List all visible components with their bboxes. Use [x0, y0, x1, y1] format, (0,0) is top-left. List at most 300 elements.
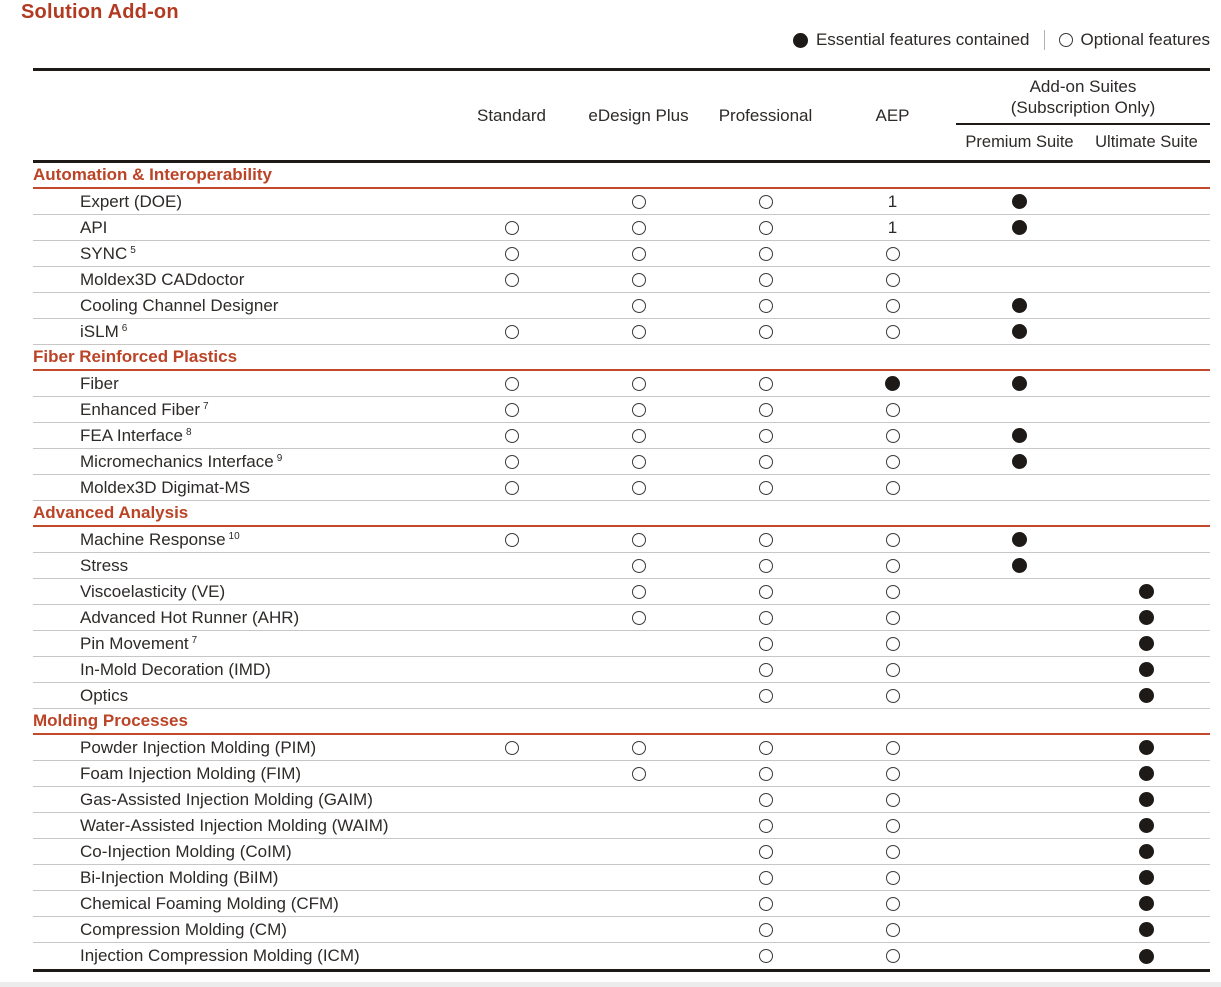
cell-value: 1	[887, 191, 898, 211]
feature-cell	[829, 455, 956, 469]
essential-filled-circle-icon	[1139, 636, 1154, 651]
optional-open-circle-icon	[759, 923, 773, 937]
feature-cell	[1083, 896, 1210, 911]
table-row	[33, 475, 1210, 501]
feature-label	[33, 452, 448, 472]
feature-cell	[575, 299, 702, 313]
header-label-spacer	[33, 71, 448, 160]
feature-cell	[956, 376, 1083, 391]
feature-cell	[702, 585, 829, 599]
table-row	[33, 813, 1210, 839]
section-title: Molding Processes	[33, 711, 188, 730]
optional-open-circle-icon	[632, 481, 646, 495]
optional-open-circle-icon	[886, 845, 900, 859]
legend-divider	[1044, 30, 1045, 50]
feature-name: Gas-Assisted Injection Molding (GAIM)	[80, 789, 373, 809]
feature-cell	[575, 455, 702, 469]
section-title: Automation & Interoperability	[33, 165, 272, 184]
optional-open-circle-icon	[759, 299, 773, 313]
essential-filled-circle-icon	[1139, 740, 1154, 755]
feature-cell	[575, 533, 702, 547]
feature-cell	[575, 559, 702, 573]
feature-cell	[829, 481, 956, 495]
optional-open-circle-icon	[759, 377, 773, 391]
optional-open-circle-icon	[759, 949, 773, 963]
feature-cell	[702, 455, 829, 469]
optional-open-circle-icon	[886, 455, 900, 469]
optional-open-circle-icon	[759, 689, 773, 703]
feature-cell	[702, 533, 829, 547]
feature-cell	[956, 454, 1083, 469]
feature-cell	[702, 195, 829, 209]
table-row	[33, 423, 1210, 449]
optional-open-circle-icon	[632, 533, 646, 547]
feature-cell	[448, 533, 575, 547]
table-row	[33, 787, 1210, 813]
feature-cell	[829, 585, 956, 599]
optional-open-circle-icon	[759, 455, 773, 469]
feature-name: Expert (DOE)	[80, 191, 183, 211]
feature-name: Stress	[80, 555, 129, 575]
feature-cell	[575, 377, 702, 391]
feature-name: Chemical Foaming Molding (CFM)	[80, 893, 339, 913]
feature-name: Pin Movement	[80, 633, 189, 653]
feature-label	[33, 686, 448, 706]
feature-cell	[829, 403, 956, 417]
feature-label	[33, 816, 448, 836]
optional-open-circle-icon	[886, 637, 900, 651]
table-row	[33, 293, 1210, 319]
feature-name: Cooling Channel Designer	[80, 295, 279, 315]
essential-filled-circle-icon	[1139, 766, 1154, 781]
table-row	[33, 397, 1210, 423]
table-row	[33, 215, 1210, 241]
feature-label	[33, 218, 448, 238]
table-row	[33, 189, 1210, 215]
optional-open-circle-icon	[632, 455, 646, 469]
feature-cell	[829, 273, 956, 287]
feature-name: Machine Response	[80, 529, 226, 549]
footnote-marker: 5	[130, 244, 136, 256]
feature-name: Compression Molding (CM)	[80, 919, 287, 939]
optional-open-circle-icon	[632, 741, 646, 755]
feature-cell	[448, 403, 575, 417]
optional-open-circle-icon	[632, 559, 646, 573]
feature-cell	[702, 403, 829, 417]
feature-cell	[448, 221, 575, 235]
legend-essential-label: Essential features contained	[815, 30, 1030, 49]
optional-open-circle-icon	[759, 247, 773, 261]
feature-cell	[829, 845, 956, 859]
feature-name: Foam Injection Molding (FIM)	[80, 763, 302, 783]
feature-label	[33, 608, 448, 628]
feature-cell	[829, 247, 956, 261]
essential-filled-circle-icon	[1012, 220, 1027, 235]
feature-cell	[702, 377, 829, 391]
optional-open-circle-icon	[632, 273, 646, 287]
optional-open-circle-icon	[505, 455, 519, 469]
feature-cell	[956, 220, 1083, 235]
optional-open-circle-icon	[632, 585, 646, 599]
optional-open-circle-icon	[759, 741, 773, 755]
essential-filled-circle-icon	[1139, 688, 1154, 703]
optional-open-circle-icon	[886, 793, 900, 807]
essential-filled-circle-icon	[793, 33, 808, 48]
table-row	[33, 631, 1210, 657]
section-title: Fiber Reinforced Plastics	[33, 347, 238, 366]
essential-filled-circle-icon	[885, 376, 900, 391]
feature-cell	[702, 923, 829, 937]
optional-open-circle-icon	[632, 247, 646, 261]
table-row	[33, 319, 1210, 345]
feature-cell	[956, 324, 1083, 339]
feature-name: SYNC	[80, 243, 128, 263]
feature-cell	[1083, 949, 1210, 964]
optional-open-circle-icon	[505, 403, 519, 417]
optional-open-circle-icon	[505, 741, 519, 755]
feature-cell	[702, 845, 829, 859]
feature-cell	[702, 949, 829, 963]
feature-name: In-Mold Decoration (IMD)	[80, 659, 271, 679]
feature-cell	[448, 247, 575, 261]
feature-name: Viscoelasticity (VE)	[80, 581, 226, 601]
optional-open-circle-icon	[505, 377, 519, 391]
column-header-edesign-plus: eDesign Plus	[588, 105, 689, 125]
feature-cell	[702, 299, 829, 313]
feature-cell	[702, 611, 829, 625]
feature-cell	[575, 403, 702, 417]
feature-cell	[702, 767, 829, 781]
feature-cell	[829, 637, 956, 651]
feature-cell	[702, 897, 829, 911]
feature-cell	[1083, 844, 1210, 859]
feature-cell	[829, 559, 956, 573]
feature-cell	[1083, 818, 1210, 833]
feature-cell	[702, 273, 829, 287]
optional-open-circle-icon	[759, 871, 773, 885]
feature-cell	[829, 793, 956, 807]
feature-cell	[448, 741, 575, 755]
optional-open-circle-icon	[759, 663, 773, 677]
column-header-standard: Standard	[477, 105, 546, 125]
table-row	[33, 917, 1210, 943]
feature-label	[33, 764, 448, 784]
feature-label	[33, 192, 448, 212]
essential-filled-circle-icon	[1139, 610, 1154, 625]
table-row	[33, 605, 1210, 631]
essential-filled-circle-icon	[1012, 454, 1027, 469]
feature-cell	[448, 325, 575, 339]
optional-open-circle-icon	[759, 559, 773, 573]
optional-open-circle-icon	[759, 585, 773, 599]
feature-cell	[1083, 610, 1210, 625]
essential-filled-circle-icon	[1139, 792, 1154, 807]
essential-filled-circle-icon	[1139, 870, 1154, 885]
essential-filled-circle-icon	[1139, 818, 1154, 833]
feature-label	[33, 946, 448, 966]
feature-label	[33, 842, 448, 862]
feature-cell	[829, 218, 956, 238]
essential-filled-circle-icon	[1012, 324, 1027, 339]
subcolumn-header-ultimate-suite: Ultimate Suite	[1095, 133, 1198, 151]
table-row	[33, 735, 1210, 761]
optional-open-circle-icon	[505, 325, 519, 339]
section-header-row	[33, 709, 1210, 735]
optional-open-circle-icon	[505, 481, 519, 495]
feature-cell	[702, 325, 829, 339]
optional-open-circle-icon	[632, 611, 646, 625]
table-row	[33, 865, 1210, 891]
feature-label	[33, 400, 448, 420]
addon-suites-title-line1: Add-on Suites	[1029, 77, 1137, 96]
page-bottom-edge	[0, 982, 1221, 987]
feature-cell	[448, 429, 575, 443]
optional-open-circle-icon	[505, 273, 519, 287]
table-body	[33, 163, 1210, 972]
optional-open-circle-icon	[886, 689, 900, 703]
optional-open-circle-icon	[886, 585, 900, 599]
optional-open-circle-icon	[886, 559, 900, 573]
feature-label	[33, 270, 448, 290]
optional-open-circle-icon	[886, 403, 900, 417]
essential-filled-circle-icon	[1139, 896, 1154, 911]
optional-open-circle-icon	[759, 637, 773, 651]
plan-column-headers	[448, 71, 956, 160]
feature-label	[33, 296, 448, 316]
essential-filled-circle-icon	[1012, 428, 1027, 443]
feature-label	[33, 920, 448, 940]
optional-open-circle-icon	[759, 481, 773, 495]
feature-cell	[575, 273, 702, 287]
feature-name: API	[80, 217, 108, 237]
feature-cell	[1083, 792, 1210, 807]
table-row	[33, 371, 1210, 397]
feature-cell	[956, 298, 1083, 313]
optional-open-circle-icon	[759, 897, 773, 911]
feature-cell	[829, 689, 956, 703]
optional-open-circle-icon	[632, 377, 646, 391]
page-title: Solution Add-on	[21, 1, 179, 23]
column-header-professional: Professional	[718, 105, 813, 125]
feature-cell	[1083, 766, 1210, 781]
feature-name: Enhanced Fiber	[80, 399, 201, 419]
optional-open-circle-icon	[886, 533, 900, 547]
essential-filled-circle-icon	[1012, 532, 1027, 547]
feature-label	[33, 790, 448, 810]
feature-cell	[702, 559, 829, 573]
feature-label	[33, 556, 448, 576]
feature-cell	[702, 637, 829, 651]
table-header	[33, 68, 1210, 163]
feature-name: iSLM	[80, 321, 119, 341]
feature-cell	[829, 949, 956, 963]
feature-cell	[702, 871, 829, 885]
feature-cell	[1083, 922, 1210, 937]
feature-label	[33, 660, 448, 680]
feature-cell	[829, 299, 956, 313]
column-header-aep: AEP	[875, 105, 910, 125]
optional-open-circle-icon	[632, 325, 646, 339]
feature-cell	[956, 532, 1083, 547]
feature-label	[33, 530, 448, 550]
feature-name: Moldex3D CADdoctor	[80, 269, 245, 289]
optional-open-circle-icon	[886, 819, 900, 833]
footnote-marker: 6	[121, 322, 128, 334]
feature-comparison-table	[33, 68, 1210, 972]
table-row	[33, 943, 1210, 969]
optional-open-circle-icon	[505, 247, 519, 261]
optional-open-circle-icon	[632, 221, 646, 235]
feature-cell	[575, 767, 702, 781]
feature-cell	[702, 689, 829, 703]
feature-cell	[1083, 584, 1210, 599]
feature-name: Optics	[80, 685, 129, 705]
optional-open-circle-icon	[759, 819, 773, 833]
optional-open-circle-icon	[886, 481, 900, 495]
feature-cell	[575, 585, 702, 599]
feature-label	[33, 868, 448, 888]
feature-cell	[829, 376, 956, 391]
footnote-marker: 7	[191, 634, 198, 646]
optional-open-circle-icon	[886, 429, 900, 443]
section-header-row	[33, 501, 1210, 527]
feature-name: Advanced Hot Runner (AHR)	[80, 607, 300, 627]
optional-open-circle-icon	[759, 533, 773, 547]
legend-optional-label: Optional features	[1080, 30, 1210, 49]
feature-cell	[829, 192, 956, 212]
feature-cell	[702, 663, 829, 677]
feature-name: Water-Assisted Injection Molding (WAIM)	[80, 815, 389, 835]
feature-name: Bi-Injection Molding (BiIM)	[80, 867, 279, 887]
optional-open-circle-icon	[632, 429, 646, 443]
optional-open-circle-icon	[886, 741, 900, 755]
table-row	[33, 839, 1210, 865]
feature-cell	[702, 429, 829, 443]
feature-cell	[829, 923, 956, 937]
optional-open-circle-icon	[759, 767, 773, 781]
optional-open-circle-icon	[886, 923, 900, 937]
feature-cell	[829, 819, 956, 833]
essential-filled-circle-icon	[1012, 376, 1027, 391]
feature-cell	[956, 428, 1083, 443]
feature-cell	[829, 897, 956, 911]
essential-filled-circle-icon	[1139, 922, 1154, 937]
footnote-marker: 8	[186, 426, 192, 438]
optional-open-circle-icon	[759, 793, 773, 807]
table-row	[33, 553, 1210, 579]
optional-open-circle-icon	[886, 663, 900, 677]
addon-suites-title	[956, 71, 1210, 118]
feature-cell	[575, 429, 702, 443]
feature-cell	[575, 481, 702, 495]
legend	[793, 30, 1210, 50]
feature-cell	[575, 221, 702, 235]
feature-label	[33, 582, 448, 602]
optional-open-circle-icon	[632, 767, 646, 781]
optional-open-circle-icon	[632, 195, 646, 209]
optional-open-circle-icon	[759, 611, 773, 625]
feature-cell	[575, 611, 702, 625]
feature-cell	[829, 325, 956, 339]
subcolumn-header-premium-suite: Premium Suite	[965, 133, 1074, 151]
optional-open-circle-icon	[759, 273, 773, 287]
feature-cell	[702, 819, 829, 833]
feature-label	[33, 374, 448, 394]
feature-label	[33, 426, 448, 446]
feature-cell	[829, 871, 956, 885]
optional-open-circle-icon	[759, 845, 773, 859]
optional-open-circle-icon	[505, 221, 519, 235]
optional-open-circle-icon	[632, 299, 646, 313]
feature-cell	[829, 429, 956, 443]
feature-cell	[956, 194, 1083, 209]
optional-open-circle-icon	[886, 767, 900, 781]
feature-name: FEA Interface	[80, 425, 183, 445]
feature-cell	[829, 741, 956, 755]
optional-open-circle-icon	[886, 299, 900, 313]
essential-filled-circle-icon	[1012, 194, 1027, 209]
feature-cell	[1083, 688, 1210, 703]
table-row	[33, 657, 1210, 683]
feature-cell	[829, 663, 956, 677]
optional-open-circle-icon	[759, 403, 773, 417]
essential-filled-circle-icon	[1139, 662, 1154, 677]
feature-name: Co-Injection Molding (CoIM)	[80, 841, 292, 861]
feature-cell	[829, 611, 956, 625]
optional-open-circle-icon	[759, 221, 773, 235]
feature-label	[33, 894, 448, 914]
feature-name: Powder Injection Molding (PIM)	[80, 737, 317, 757]
essential-filled-circle-icon	[1139, 844, 1154, 859]
feature-cell	[702, 221, 829, 235]
feature-cell	[702, 481, 829, 495]
feature-cell	[575, 325, 702, 339]
feature-cell	[448, 377, 575, 391]
footnote-marker: 9	[276, 452, 283, 464]
addon-suites-title-line2: (Subscription Only)	[1010, 98, 1156, 117]
table-row	[33, 761, 1210, 787]
optional-open-circle-icon	[886, 611, 900, 625]
optional-open-circle-icon	[1059, 33, 1073, 47]
optional-open-circle-icon	[759, 325, 773, 339]
optional-open-circle-icon	[505, 533, 519, 547]
feature-cell	[1083, 740, 1210, 755]
optional-open-circle-icon	[886, 325, 900, 339]
feature-label	[33, 244, 448, 264]
feature-cell	[1083, 662, 1210, 677]
optional-open-circle-icon	[632, 403, 646, 417]
feature-cell	[829, 767, 956, 781]
table-row	[33, 891, 1210, 917]
feature-cell	[956, 558, 1083, 573]
section-title: Advanced Analysis	[33, 503, 189, 522]
feature-name: Micromechanics Interface	[80, 451, 274, 471]
feature-cell	[1083, 636, 1210, 651]
feature-cell	[575, 741, 702, 755]
addon-subcolumn-headers	[956, 125, 1210, 160]
feature-cell	[702, 741, 829, 755]
optional-open-circle-icon	[886, 247, 900, 261]
essential-filled-circle-icon	[1139, 949, 1154, 964]
feature-label	[33, 478, 448, 498]
table-row	[33, 579, 1210, 605]
optional-open-circle-icon	[886, 897, 900, 911]
feature-cell	[702, 247, 829, 261]
section-header-row	[33, 345, 1210, 371]
feature-cell	[575, 247, 702, 261]
optional-open-circle-icon	[759, 195, 773, 209]
table-row	[33, 241, 1210, 267]
